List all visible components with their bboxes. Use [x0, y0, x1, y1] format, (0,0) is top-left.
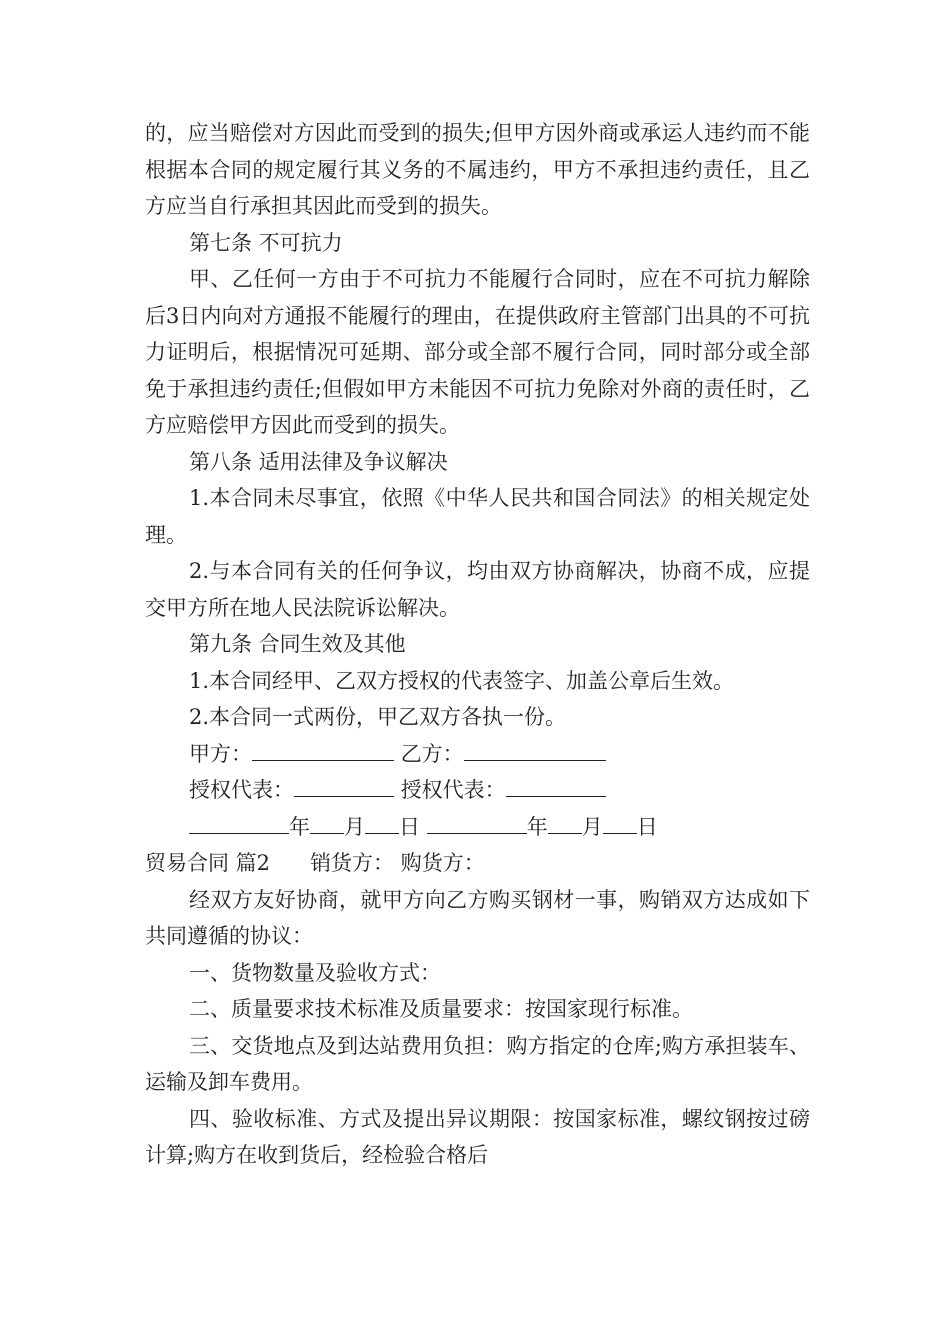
paragraph: 2.与本合同有关的任何争议，均由双方协商解决，协商不成，应提交甲方所在地人民法院诉讼解决。 [145, 559, 810, 620]
rep-b-blank [506, 774, 606, 797]
date-b-month: 月 [581, 814, 603, 839]
contract-body-top [145, 115, 810, 736]
date-a-month-blank [310, 811, 344, 834]
paragraph: 一、货物数量及验收方式： [189, 960, 441, 985]
paragraph: 的，应当赔偿对方因此而受到的损失;但甲方因外商或承运人违约而不能根据本合同的规定履行其义务的不属违约，甲方不承担违约责任，且乙方应当自行承担其因此而受到的损失。 [145, 121, 810, 218]
representative-signature-line [145, 772, 810, 809]
party-a-label: 甲方： [189, 741, 252, 766]
date-a-day-blank [365, 811, 399, 834]
date-signature-line [145, 809, 810, 846]
party-signature-line [145, 736, 810, 773]
party-b-label: 乙方： [400, 741, 464, 766]
paragraph: 1.本合同经甲、乙双方授权的代表签字、加盖公章后生效。 [189, 668, 735, 693]
contract-body-bottom [145, 882, 810, 1174]
rep-b-label: 授权代表： [400, 778, 506, 802]
date-b-day: 日 [636, 814, 658, 839]
date-a-day: 日 [399, 814, 420, 839]
date-b-month-blank [548, 811, 582, 834]
party-a-blank [252, 738, 394, 761]
section-heading: 第八条 适用法律及争议解决 [189, 449, 448, 474]
party-b-blank [464, 738, 606, 761]
paragraph: 四、验收标准、方式及提出异议期限：按国家标准，螺纹钢按过磅计算;购方在收到货后，经检验合格后 [145, 1106, 810, 1167]
paragraph: 二、质量要求技术标准及质量要求：按国家现行标准。 [189, 997, 693, 1021]
section-heading: 第七条 不可抗力 [189, 230, 343, 255]
paragraph: 甲、乙任何一方由于不可抗力不能履行合同时，应在不可抗力解除后3日内向对方通报不能履行的理由，在提供政府主管部门出具的不可抗力证明后，根据情况可延期、部分或全部不履行合同，同时部分或全部免于承担违约责任;但假如甲方未能因不可抗力免除对外商的责任时，乙方应赔偿甲方因此而受到的损失。 [145, 267, 810, 437]
date-b-year-blank [427, 811, 527, 834]
paragraph: 1.本合同未尽事宜，依照《中华人民共和国合同法》的相关规定处理。 [145, 486, 810, 547]
date-a-year: 年 [289, 814, 310, 839]
date-a-month: 月 [344, 814, 365, 839]
section-2-title-line [145, 845, 810, 882]
section-2-title: 贸易合同 篇2 [145, 851, 271, 875]
buyer-label: 购货方： [400, 851, 485, 875]
section-heading: 第九条 合同生效及其他 [189, 632, 406, 656]
seller-label: 销货方： [310, 851, 395, 875]
paragraph: 经双方友好协商，就甲方向乙方购买钢材一事，购销双方达成如下共同遵循的协议： [145, 887, 810, 948]
document-page [145, 115, 810, 1174]
paragraph: 三、交货地点及到达站费用负担：购方指定的仓库;购方承担装车、运输及卸车费用。 [145, 1033, 810, 1094]
date-b-day-blank [603, 811, 637, 834]
rep-a-blank [294, 774, 394, 797]
paragraph: 2.本合同一式两份，甲乙双方各执一份。 [189, 705, 567, 729]
rep-a-label: 授权代表： [189, 778, 294, 802]
date-a-year-blank [189, 811, 289, 834]
date-b-year: 年 [526, 814, 548, 839]
